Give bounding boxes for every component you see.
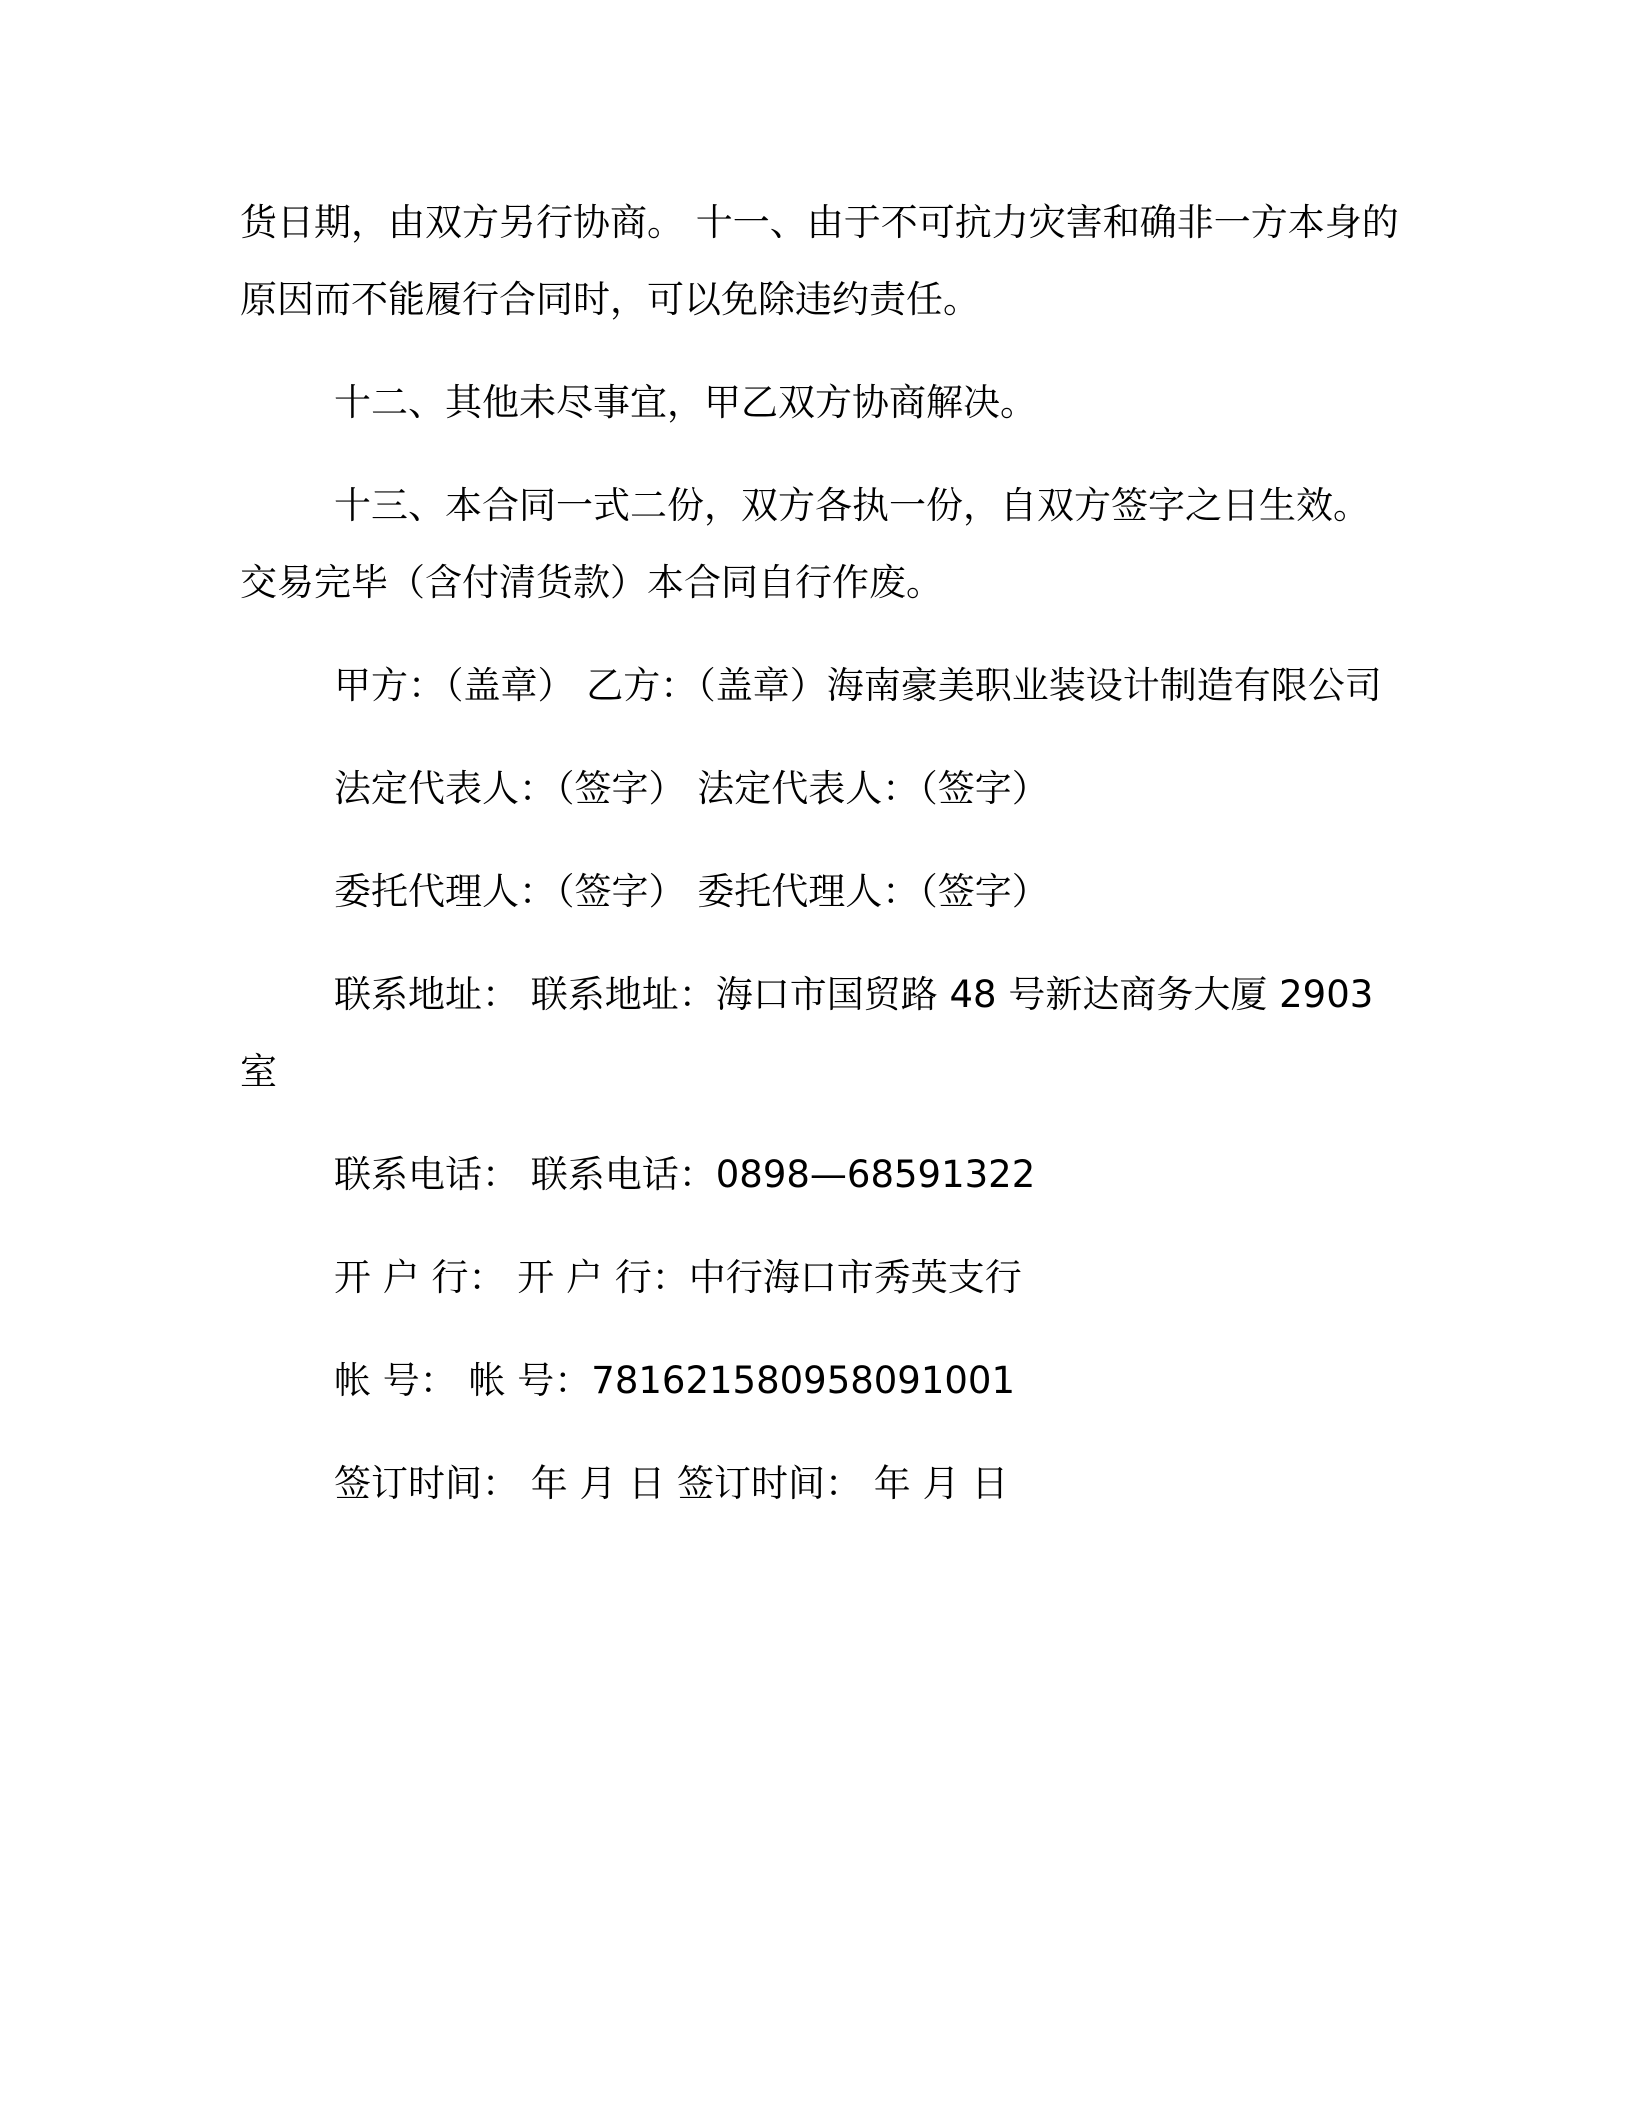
paragraph-bank: 开 户 行： 开 户 行：中行海口市秀英支行 <box>334 1256 1022 1299</box>
paragraph-signing-date: 签订时间： 年 月 日 签订时间： 年 月 日 <box>334 1462 1009 1505</box>
paragraph-account-number: 帐 号： 帐 号：781621580958091001 <box>334 1359 1016 1402</box>
document-page <box>240 184 1400 1522</box>
paragraph-clause-13: 十三、本合同一式二份，双方各执一份，自双方签字之日生效。交易完毕（含付清货款）本合同自行作废。 <box>240 484 1370 604</box>
paragraph-clause-12: 十二、其他未尽事宜，甲乙双方协商解决。 <box>334 381 1037 424</box>
paragraph-authorized-agent: 委托代理人：（签字） 委托代理人：（签字） <box>334 870 1049 913</box>
paragraph-delivery-force-majeure: 货日期，由双方另行协商。 十一、由于不可抗力灾害和确非一方本身的原因而不能履行合同时，可以免除违约责任。 <box>240 201 1399 321</box>
paragraph-party-seals: 甲方：（盖章） 乙方：（盖章）海南豪美职业装设计制造有限公司 <box>334 664 1382 707</box>
paragraph-legal-representative: 法定代表人：（签字） 法定代表人：（签字） <box>334 767 1049 810</box>
paragraph-contact-address: 联系地址： 联系地址：海口市国贸路 48 号新达商务大厦 2903 室 <box>240 973 1386 1093</box>
paragraph-contact-phone: 联系电话： 联系电话：0898—68591322 <box>334 1153 1036 1196</box>
